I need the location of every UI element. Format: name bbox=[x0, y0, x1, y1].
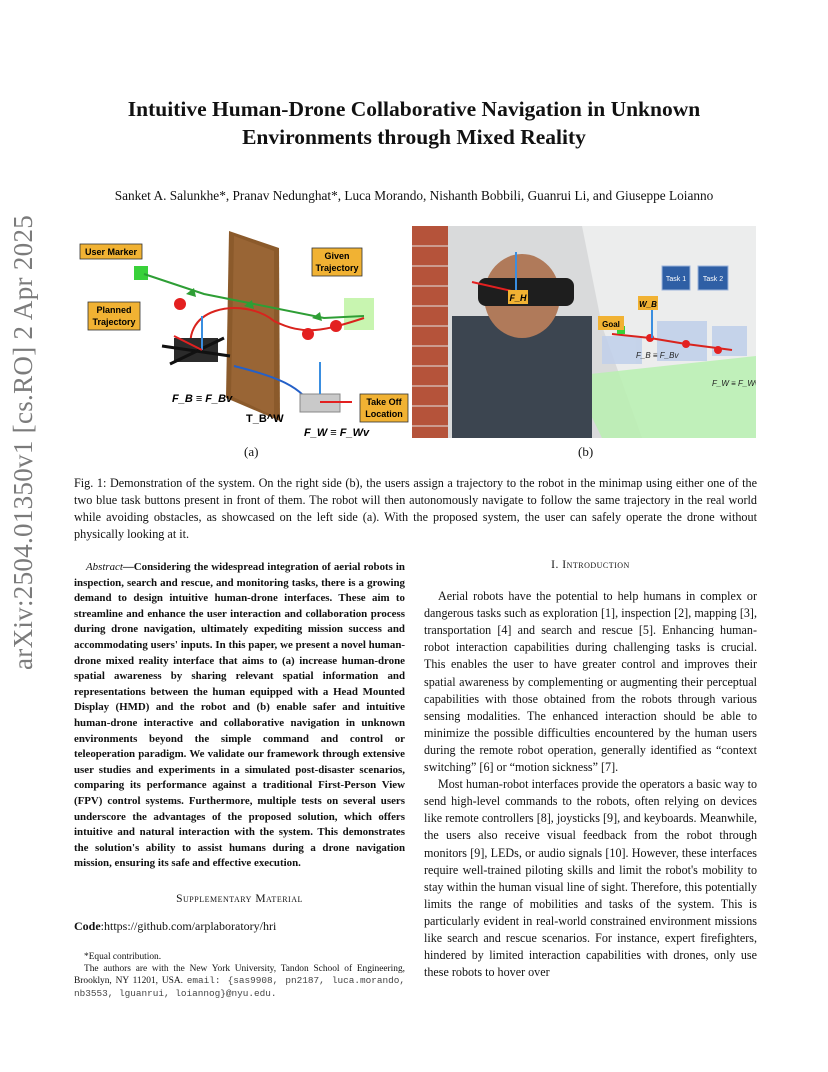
footnote-equal: *Equal contribution. bbox=[84, 952, 162, 963]
figure-b-photo bbox=[412, 226, 756, 438]
abstract-dash: — bbox=[122, 561, 134, 573]
code-label: Code bbox=[74, 919, 101, 934]
waypoint-3 bbox=[330, 320, 342, 332]
goal-cube bbox=[344, 298, 374, 330]
waypoint-b-2 bbox=[682, 340, 690, 348]
abstract bbox=[74, 560, 405, 872]
given-trajectory-label-2: Trajectory bbox=[315, 263, 359, 273]
email-label: email: bbox=[186, 975, 228, 987]
code-line bbox=[74, 919, 405, 935]
author-list: Sanket A. Salunkhe*, Pranav Nedunghat*, Luca Morando, Nishanth Bobbili, Guanrui Li, and Giuseppe Loianno bbox=[114, 188, 714, 203]
fw-label-b: F_W ≡ F_Wv bbox=[712, 379, 756, 388]
arxiv-identifier: arXiv:2504.01350v1 [cs.RO] 2 Apr 2025 bbox=[8, 214, 38, 670]
figure-b-sublabel: (b) bbox=[578, 444, 594, 459]
supplementary-heading: Supplementary Material bbox=[176, 892, 303, 905]
waypoint-b-3 bbox=[714, 346, 722, 354]
planned-trajectory-label-1: Planned bbox=[96, 305, 132, 315]
planned-trajectory-label-2: Trajectory bbox=[92, 317, 136, 327]
takeoff-drone bbox=[300, 362, 352, 412]
fh-label: F_H bbox=[509, 293, 527, 303]
paper-title bbox=[74, 95, 754, 151]
task2-label: Task 2 bbox=[702, 276, 724, 283]
left-column bbox=[74, 560, 405, 1000]
figure-caption: Fig. 1: Demonstration of the system. On the right side (b), the users assign a trajectory to the robot in the minimap using either one of the two blue task buttons present in front of them. The robot will then autonomously navigate to follow the same trajectory in the real world while avoiding obstacles, as showcased on the left side (a). With the proposed system, the user can safely operate the drone without physically looking at it. bbox=[74, 476, 757, 541]
door-panel bbox=[231, 236, 274, 416]
drone-illustration bbox=[162, 338, 230, 364]
user-marker-label: User Marker bbox=[84, 247, 138, 257]
intro-paragraph-2: Most human-robot interfaces provide the operators a basic way to send high-level commands to the robots, often relying on devices like remote controllers [8], joysticks [9], and keyboards. Meanwhile, the users also receive visual feedback from the robot through monitors [9], LEDs, or audio signals [10]. However, these interfaces require well-trained piloting skills and limit the robot's mobility to stay within the human visual line of sight. Therefore, this potentially limits the range of mobilities and tasks of the system. This is particularly evident in real-world constrained environment missions like search and rescue scenarios. For instance, expert firefighters, hindered by limited interaction capabilities with drones, only use these robots to hover over bbox=[424, 777, 757, 980]
introduction-heading: I. Introduction bbox=[551, 559, 630, 571]
fb-label-b: F_B ≡ F_Bv bbox=[636, 351, 679, 360]
figure-panel-a bbox=[74, 226, 414, 438]
fw-frame-label: F_W ≡ F_Wv bbox=[304, 427, 370, 438]
waypoint-2 bbox=[302, 328, 314, 340]
footnote-affiliation bbox=[74, 963, 405, 1000]
right-column bbox=[424, 557, 757, 981]
title-line-1: Intuitive Human-Drone Collaborative Navigation in Unknown bbox=[127, 97, 701, 121]
tbw-label: T_B^W bbox=[246, 413, 284, 425]
goal-label: Goal bbox=[602, 320, 620, 329]
user-marker-cube bbox=[134, 266, 148, 280]
abstract-heading: Abstract bbox=[86, 561, 123, 573]
take-off-label-1: Take Off bbox=[366, 397, 402, 407]
title-line-2: Environments through Mixed Reality bbox=[242, 125, 586, 149]
affiliation-text: The authors are with the New York University, Tandon School of Engineering, Brooklyn, NY 11201, USA. bbox=[74, 964, 405, 987]
email-list: {sas9908, pn2187, luca.morando, nb3553, lguanrui, loiannog}@nyu.edu. bbox=[74, 975, 405, 999]
take-off-label-2: Location bbox=[365, 409, 403, 419]
figure-a-illustration bbox=[74, 226, 414, 438]
abstract-text: Considering the widespread integration of aerial robots in inspection, search and rescue, and monitoring tasks, there is a growing demand to design intuitive human-drone interfaces. These aim to streamline and enhance the user interaction and collaboration process during drone navigation, ultimately expediting mission success and accommodating users' inputs. In this paper, we present a novel human-drone mixed reality interface that aims to (a) increase human-drone spatial awareness by sharing relevant spatial information and representations between the human equipped with a Head Mounted Display (HMD) and the robot and (b) enable safer and intuitive human-drone interactive and collaborative navigation in unknown environments beyond the simple command and control or teleoperation paradigm. We validate our framework through extensive user studies and experiments in a simulated post-disaster scenarios, comparing its performance against a traditional First-Person View (FPV) control systems. Furthermore, multiple tests on several users underscore the advantages of the proposed solution, which offers intuitive and natural interaction with the system. This demonstrates the solution's ability to assist humans during a drone navigation mission, ensuring its safe and effective execution. bbox=[74, 561, 405, 870]
code-url[interactable]: :https://github.com/arplaboratory/hri bbox=[100, 919, 277, 934]
figure-a-sublabel: (a) bbox=[244, 444, 259, 459]
figure-panel-b bbox=[412, 226, 756, 438]
wb-label: W_B bbox=[639, 300, 657, 309]
task1-label: Task 1 bbox=[665, 276, 687, 283]
waypoint-1 bbox=[174, 298, 186, 310]
fb-frame-label: F_B ≡ F_Bv bbox=[172, 393, 233, 405]
intro-paragraph-1: Aerial robots have the potential to help humans in complex or dangerous tasks such as exploration [1], inspection [2], mapping [3], transportation [4] and search and rescue [5]. Enhancing human-robot interaction capabilities during challenging tasks is crucial. This enables the user to have greater control and improves their spatial awareness by complementing or augmenting their perceptual capabilities with those obtained from the robots through various sensing modalities. The enhanced interaction should be able to minimize the possible difficulties encountered by the human users during the remote robot operation, generally identified as “context switching” [6] or “motion sickness” [7]. bbox=[424, 589, 757, 775]
given-trajectory-label-1: Given bbox=[324, 251, 350, 261]
